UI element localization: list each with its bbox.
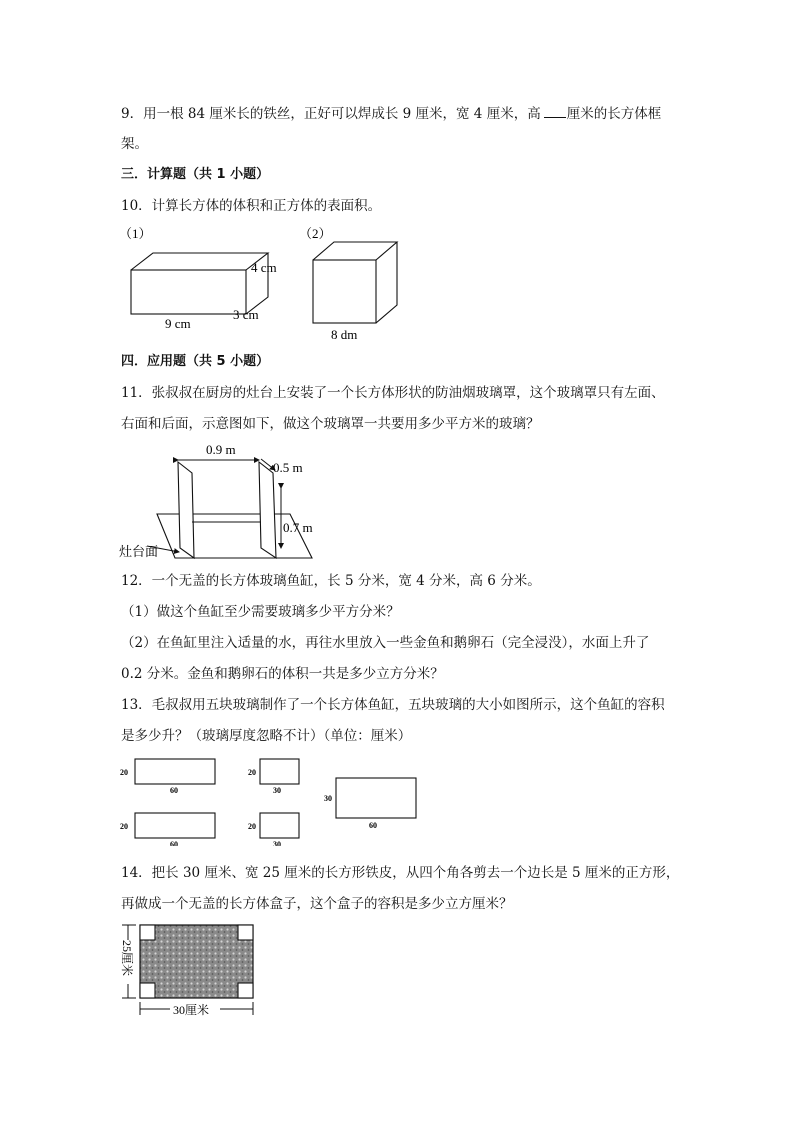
cuboid-length-label: 9 cm <box>165 316 191 331</box>
q12-part1: （1）做这个鱼缸至少需要玻璃多少平方分米？ <box>121 604 400 620</box>
q10-fig1-label: （1） <box>119 226 152 241</box>
q10-figures-svg <box>115 222 415 344</box>
glass-width-label: 0.5 m <box>273 460 303 475</box>
corner-bottom-right <box>238 983 253 998</box>
q13-figure <box>115 752 425 846</box>
cube-edge-label: 8 dm <box>331 327 358 342</box>
q12-part2-line1: （2）在鱼缸里注入适量的水，再往水里放入一些金鱼和鹅卵石（完全浸没），水面上升了 <box>121 635 650 651</box>
cube-drawing <box>313 242 397 323</box>
panel-2 <box>260 759 299 784</box>
stove-glass-drawing <box>157 462 312 558</box>
q11-line1: 11．张叔叔在厨房的灶台上安装了一个长方体形状的防油烟玻璃罩，这个玻璃罩只有左面、 <box>121 385 665 401</box>
corner-top-right <box>238 925 253 940</box>
q9-line2: 架。 <box>121 136 148 152</box>
q12-line1: 12．一个无盖的长方体玻璃鱼缸，长 5 分米，宽 4 分米，高 6 分米。 <box>121 573 541 589</box>
glass-height-label: 0.7 m <box>283 520 313 535</box>
section4-heading: 四．应用题（共 5 小题） <box>121 354 270 369</box>
q14-figure-svg <box>118 922 260 1018</box>
panel-4 <box>135 813 215 838</box>
panel-3 <box>336 778 416 818</box>
q10-fig2-label: （2） <box>299 226 332 241</box>
panel-1-bottom: 60 <box>170 786 178 795</box>
q14-figure <box>118 922 260 1018</box>
cube-front-face <box>313 260 376 323</box>
panel-4-bottom: 60 <box>170 840 178 846</box>
sheet-width-label: 30厘米 <box>173 1003 210 1017</box>
left-glass-panel <box>178 462 194 558</box>
q14-line1: 14．把长 30 厘米、宽 25 厘米的长方形铁皮，从四个角各剪去一个边长是 5 厘米的正方形， <box>121 865 680 881</box>
q14-line2: 再做成一个无盖的长方体盒子，这个盒子的容积是多少立方厘米？ <box>121 896 513 912</box>
q12-part2-line2: 0.2 分米。金鱼和鹅卵石的体积一共是多少立方分米？ <box>121 666 444 682</box>
q13-line2: 是多少升？（玻璃厚度忽略不计）（单位：厘米） <box>121 728 412 744</box>
panel-5-side: 20 <box>248 822 256 831</box>
stove-label: 灶台面 <box>119 544 159 559</box>
cube-top-face <box>313 242 397 260</box>
q11-figure <box>115 440 330 562</box>
q9-line1 <box>121 104 661 123</box>
panel-2-bottom: 30 <box>273 786 281 795</box>
panel-1 <box>135 759 215 784</box>
panel-labels <box>120 768 377 846</box>
cuboid-width-label: 3 cm <box>233 307 259 322</box>
panel-3-bottom: 60 <box>369 821 377 830</box>
q13-line1: 13．毛叔叔用五块玻璃制作了一个长方体鱼缸，五块玻璃的大小如图所示，这个鱼缸的容积 <box>121 697 665 713</box>
panel-1-side: 20 <box>120 768 128 777</box>
section3-heading: 三．计算题（共 1 小题） <box>121 167 270 182</box>
glass-length-label: 0.9 m <box>206 442 236 457</box>
panel-4-side: 20 <box>120 822 128 831</box>
cuboid-height-label: 4 cm <box>251 260 277 275</box>
corner-bottom-left <box>140 983 155 998</box>
cuboid-front-face <box>131 270 246 314</box>
q10-figures <box>115 222 415 344</box>
q9-text-a: 9．用一根 84 厘米长的铁丝，正好可以焊成长 9 厘米，宽 4 厘米，高 <box>121 106 541 122</box>
q9-text-b: 厘米的长方体框 <box>566 106 662 122</box>
sheet-height-label: 25厘米 <box>120 940 134 977</box>
q10-text: 10．计算长方体的体积和正方体的表面积。 <box>121 198 382 214</box>
cuboid-top-face <box>131 253 268 270</box>
q13-figure-svg <box>115 752 425 846</box>
corner-top-left <box>140 925 155 940</box>
panel-5 <box>260 813 299 838</box>
q11-line2: 右面和后面，示意图如下，做这个玻璃罩一共要用多少平方米的玻璃？ <box>121 416 540 432</box>
q11-figure-svg <box>115 440 330 562</box>
q9-answer-blank[interactable] <box>544 104 566 118</box>
cube-right-face <box>376 242 397 323</box>
cuboid-drawing <box>131 253 268 314</box>
panel-2-side: 20 <box>248 768 256 777</box>
right-glass-panel <box>259 462 276 558</box>
panel-5-bottom: 30 <box>273 840 281 846</box>
metal-sheet <box>140 925 253 998</box>
panel-3-side: 30 <box>324 794 332 803</box>
